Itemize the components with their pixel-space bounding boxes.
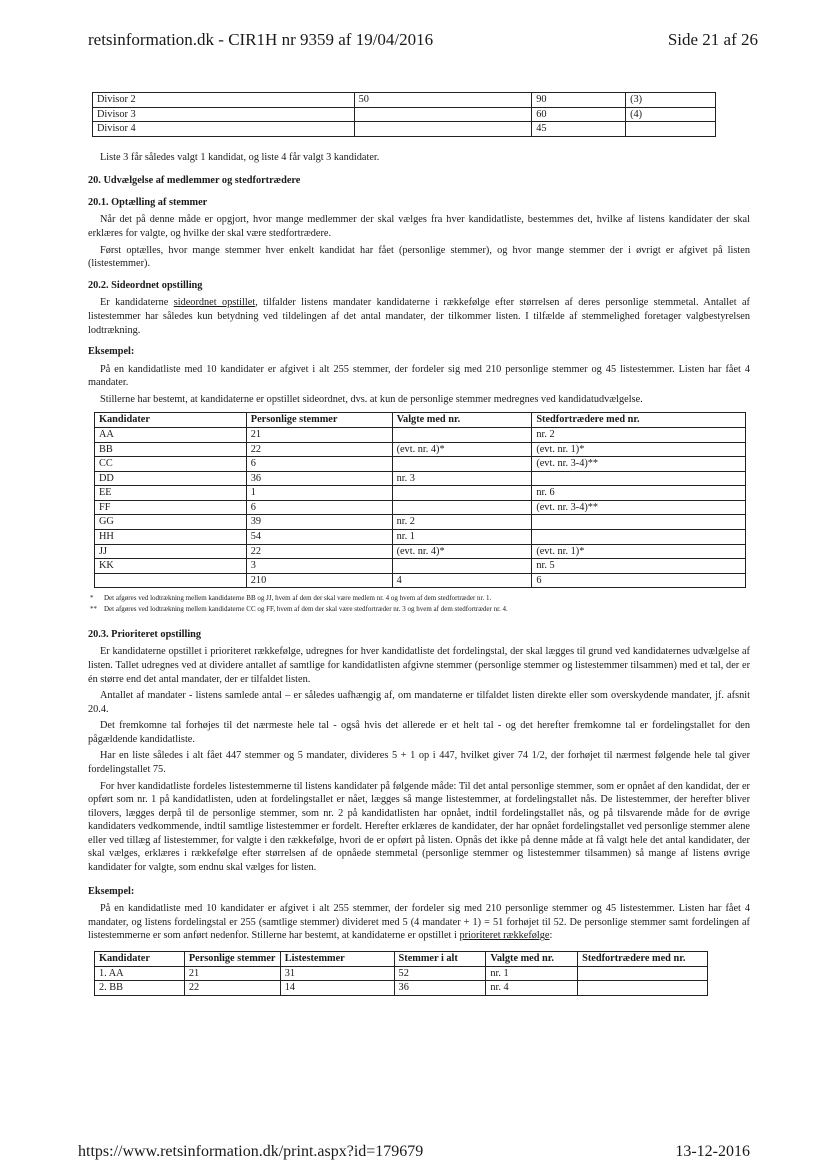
footnote-mark: * [90,594,94,603]
column-header: Stedfortrædere med nr. [532,413,746,428]
column-header: Kandidater [95,413,247,428]
table-row [95,544,746,559]
table-cell: 22 [246,442,392,457]
table-cell [354,107,532,122]
underlined-term: prioriteret rækkefølge [459,930,550,942]
table-cell [578,981,708,996]
column-header: Personlige stemmer [184,951,280,966]
table-cell [392,500,532,515]
table-cell: nr. 2 [532,427,746,442]
example-1-paragraph-1: På en kandidatliste med 10 kandidater er afgivet i alt 255 stemmer, der fordeler sig med 210 personlige stemmer og 45 listestemmer. Listen har fået 4 mandater. [88,363,750,389]
footnote-text: Det afgøres ved lodtrækning mellem kandidaterne BB og JJ, hvem af dem der skal være medlem nr. 4 og hvem af dem stedfortræder nr. 1. [104,594,492,603]
table-cell: (evt. nr. 1)* [532,442,746,457]
section-20-2-heading: 20.2. Sideordnet opstilling [88,279,203,291]
table-cell: 1 [246,486,392,501]
table-cell: 90 [532,93,626,108]
table-cell: nr. 6 [532,486,746,501]
column-header: Stemmer i alt [394,951,486,966]
table-cell: EE [95,486,247,501]
table-cell [354,122,532,137]
table-cell: 50 [354,93,532,108]
example-1-paragraph-2: Stillerne har bestemt, at kandidaterne er opstillet sideordnet, dvs. at kun de personlige stemmer medregnes ved kandidatudvælgelse. [100,393,643,405]
column-header: Personlige stemmer [246,413,392,428]
table-cell: 39 [246,515,392,530]
divisor-table [92,92,716,137]
example-1-heading: Eksempel: [88,346,135,358]
section-20-1-heading: 20.1. Optælling af stemmer [88,196,208,208]
table-cell: BB [95,442,247,457]
table-cell: 45 [532,122,626,137]
table-cell [532,530,746,545]
column-header: Kandidater [95,951,185,966]
table-cell [392,559,532,574]
footnotes [90,594,750,613]
section-20-3-paragraph-1: Er kandidaterne opstillet i prioriteret rækkefølge, udregnes for hver kandidatliste det fordelingstal, der skal lægges til grund ved kandidaternes udvælgelse af listen. Tallet udregnes ved at dividere antallet af samtlige for kandidatlisten afgivne stemmer (personlige stemmer og listestemmer tilsammen) med et tal, der er én større end det antal mandater, der er tilfaldet listen. [88,646,750,685]
table-cell: 54 [246,530,392,545]
text-run: Er kandidaterne [100,297,174,309]
table-cell: 6 [246,500,392,515]
text-run: På en kandidatliste med 10 kandidater er afgivet i alt 255 stemmer, der fordeler sig med 210 personlige stemmer og 45 listestemmer. Listen har fået 4 mandater, og listens fordelingstal er 255 (samtlige stemmer) divideret med 5 (4 mandater + 1) = 51 forhøjet til 52. De personlige stemmer samt fordelingen af listestemmerne er som anført nedenfor. Stillerne har bestemt, at kandidaterne er opstillet i [88,903,750,942]
table-cell: (evt. nr. 3-4)** [532,500,746,515]
table-row [95,427,746,442]
footnote [90,605,750,614]
intro-text: Liste 3 får således valgt 1 kandidat, og liste 4 får valgt 3 kandidater. [100,151,380,163]
table-row [95,457,746,472]
example-2-heading: Eksempel: [88,885,135,897]
table-cell: 60 [532,107,626,122]
table-cell: nr. 5 [532,559,746,574]
section-20-3-paragraph-4: Har en liste således i alt fået 447 stemmer og 5 mandater, divideres 5 + 1 op i 447, hvilket giver 74 1/2, der forhøjet til nærmest følgende hele tal giver fordelingstallet 75. [88,750,750,776]
text-run: , tilfalder listens mandater kandidaterne i rækkefølge efter størrelsen af deres personlige stemmetal. Antallet af listestemmer har således kun betydning ved tildelingen af det antal mandater, der tilkommer listen. I tilfælde af stemmelighed foretager valgbestyrelsen lodtrækning. [88,297,750,336]
table-cell: 6 [246,457,392,472]
table-row [93,122,716,137]
table-cell: 210 [246,573,392,588]
table-cell [578,966,708,981]
table-cell [392,457,532,472]
table-cell: 14 [280,981,394,996]
section-20-3-heading: 20.3. Prioriteret opstilling [88,628,202,640]
table-cell: Divisor 2 [93,93,355,108]
table-cell: 3 [246,559,392,574]
section-20-3-paragraph-2: Antallet af mandater - listens samlede antal – er således uafhængig af, om mandaterne er tilfaldet listen direkte eller som overskydende mandater, jf. afsnit 20.4. [88,690,750,715]
table-row [95,471,746,486]
table-row [95,442,746,457]
table-cell: nr. 1 [392,530,532,545]
table-cell: 22 [184,981,280,996]
table-cell: 21 [184,966,280,981]
table-cell: KK [95,559,247,574]
table-cell: nr. 4 [486,981,578,996]
sideordnet-table [94,412,746,588]
section-20-2-paragraph [88,296,750,337]
table-cell: 6 [532,573,746,588]
section-20-1-paragraph-2: Først optælles, hvor mange stemmer hver enkelt kandidat har fået (personlige stemmer), og hvor mange stemmer der i øvrigt er afgivet på listen (listestemmer). [88,244,750,270]
column-header: Valgte med nr. [486,951,578,966]
table-row [95,559,746,574]
table-cell: (4) [626,107,716,122]
table-cell: 52 [394,966,486,981]
table-cell: nr. 3 [392,471,532,486]
page-number: Side 21 af 26 [667,30,758,49]
table-cell: Divisor 4 [93,122,355,137]
table-cell [95,573,247,588]
table-cell: 4 [392,573,532,588]
table-cell: GG [95,515,247,530]
table-row [93,93,716,108]
table-cell: nr. 2 [392,515,532,530]
table-row [95,486,746,501]
table-row [93,107,716,122]
section-20-heading: 20. Udvælgelse af medlemmer og stedfortrædere [88,175,301,187]
document-body [88,92,750,996]
table-cell: (evt. nr. 4)* [392,544,532,559]
table-cell: (3) [626,93,716,108]
table-cell: CC [95,457,247,472]
table-cell: AA [95,427,247,442]
table-cell [626,122,716,137]
footer-url: https://www.retsinformation.dk/print.aspx?id=179679 [78,1143,424,1160]
table-row [95,966,708,981]
table-cell: (evt. nr. 1)* [532,544,746,559]
footnote [90,594,750,603]
example-2-paragraph [88,902,750,943]
table-row [95,515,746,530]
table-row [95,530,746,545]
underlined-term: sideordnet opstillet [173,297,256,309]
section-20-3-paragraph-3: Det fremkomne tal forhøjes til det nærmeste hele tal - også hvis det allerede er et helt tal - og det herefter fremkomne tal er fordelingstallet for den pågældende kandidatliste. [88,720,750,745]
table-cell: Divisor 3 [93,107,355,122]
footnote-text: Det afgøres ved lodtrækning mellem kandidaterne CC og FF, hvem af dem der skal være stedfortræder nr. 3 og hvem af dem stedfortræder nr. 4. [104,604,508,613]
column-header: Valgte med nr. [392,413,532,428]
footer-date: 13-12-2016 [675,1143,750,1160]
page-header-title: retsinformation.dk - CIR1H nr 9359 af 19/04/2016 [88,30,434,49]
footnote-mark: ** [90,604,97,613]
table-cell: 2. BB [95,981,185,996]
table-cell: FF [95,500,247,515]
table-cell [392,486,532,501]
table-cell: JJ [95,544,247,559]
table-cell: 1. AA [95,966,185,981]
table-cell: 36 [246,471,392,486]
table-cell: 22 [246,544,392,559]
table-cell: (evt. nr. 4)* [392,442,532,457]
table-cell: 36 [394,981,486,996]
table-cell: (evt. nr. 3-4)** [532,457,746,472]
table-cell [392,427,532,442]
table-cell: 31 [280,966,394,981]
table-row [95,500,746,515]
section-20-3-paragraph-5: For hver kandidatliste fordeles listestemmerne til listens kandidater på følgende måde: Til det antal personlige stemmer, som er opnået af den kandidat, der er opført som nr. 1 på kandidatlisten, uden at fordelingstallet er nået, lægges så mange listestemmer, at fordelingstallet nås. De listestemmer, der herefter bliver tilovers, lægges derpå til de personlige stemmer, som nr. 2 på kandidatlisten har opnået, indtil fordelingstallet nås, og på tilsvarende måde for de øvrige kandidaters vedkommende, indtil samtlige listestemmer er fordelt. Herefter erklæres de kandidater, der har opnået fordelingstallet ved personlige stemmer alene eller ved tillæg af listestemmer, for valgte i den rækkefølge, hvori de er opført på listen. Opnås det ikke på denne måde at få valgt hele det antal kandidater, der skal vælges, erklæres i rækkefølge efter størrelsen af de opnåede stemmetal (personlige stemmer og listestemmer tilsammen) så mange af listens øvrige kandidater for valgte, som endnu skal vælges for listen. [88,780,750,874]
text-run: : [549,930,553,942]
table-cell: DD [95,471,247,486]
section-20-1-paragraph-1: Når det på denne måde er opgjort, hvor mange medlemmer der skal vælges fra hver kandidatliste, bestemmes det, hvilke af listens kandidater der skal erklæres for valgte, og hvilke der skal være stedfortrædere. [88,214,750,240]
prioriteret-table [94,951,708,996]
table-cell: HH [95,530,247,545]
table-row [95,573,746,588]
table-cell [532,515,746,530]
table-cell [532,471,746,486]
table-row [95,981,708,996]
column-header: Stedfortrædere med nr. [578,951,708,966]
table-cell: nr. 1 [486,966,578,981]
table-cell: 21 [246,427,392,442]
column-header: Listestemmer [280,951,394,966]
